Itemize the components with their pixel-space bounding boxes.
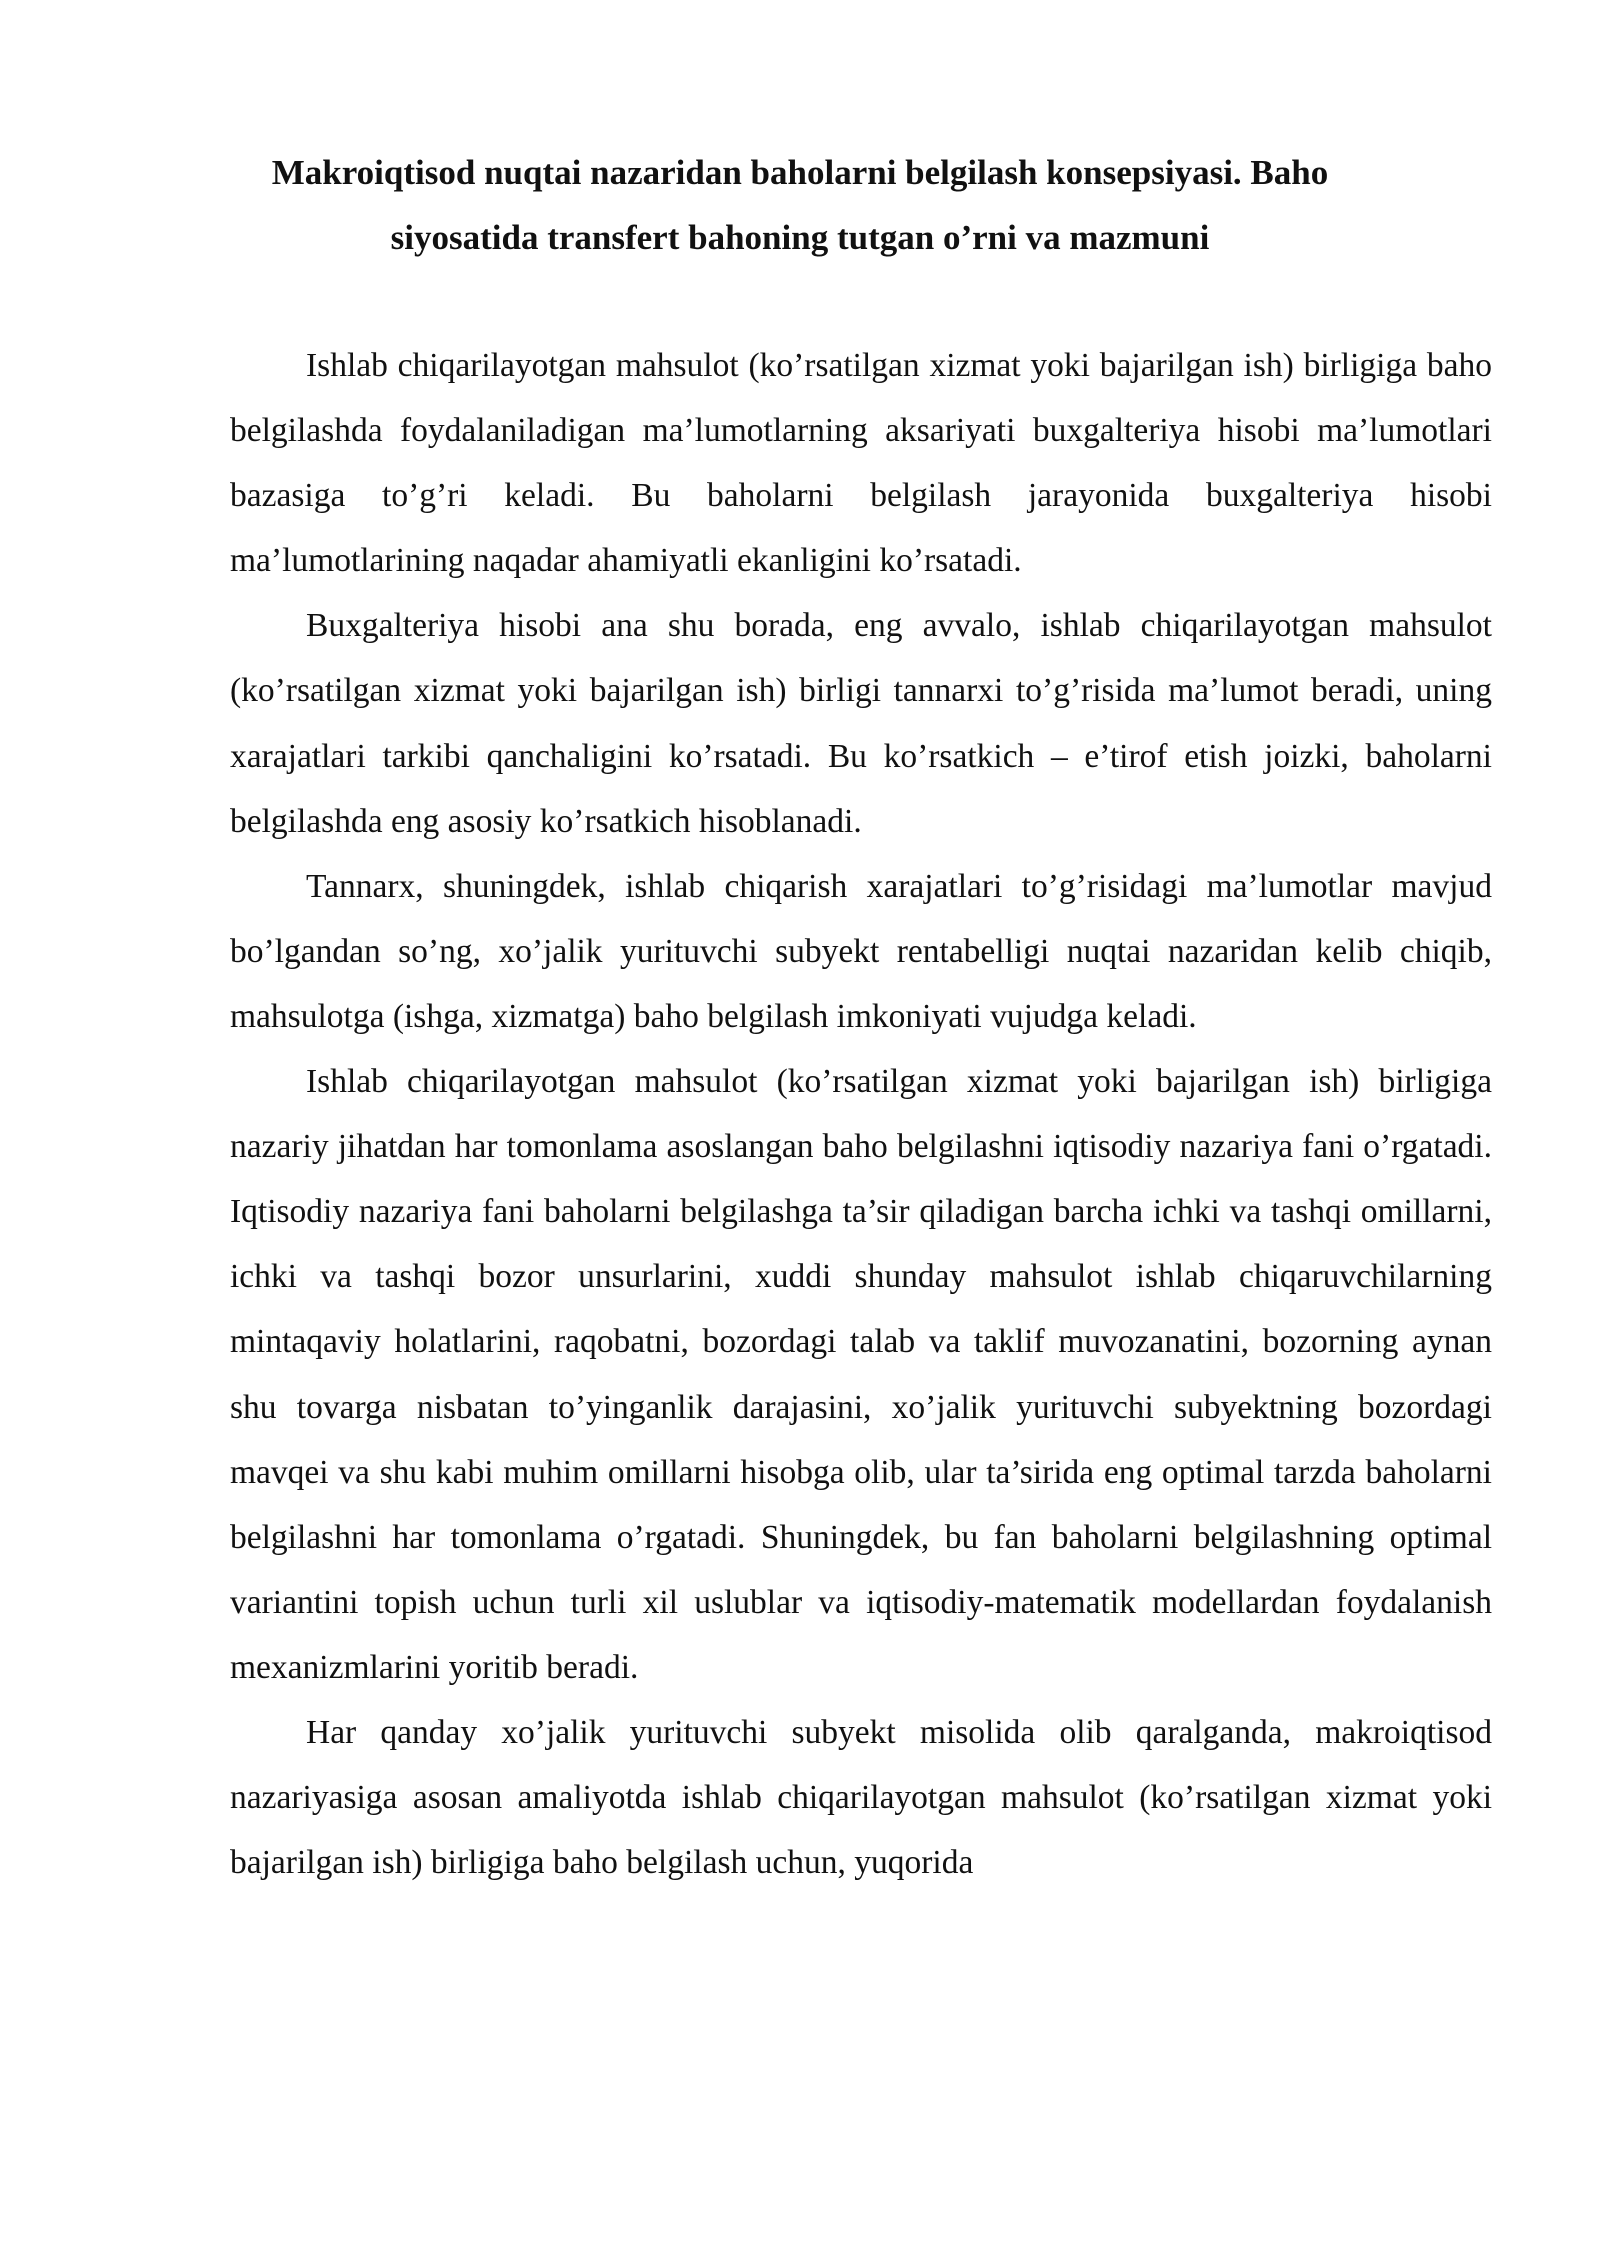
title-line-2: siyosatida transfert bahoning tutgan o’rni va mazmuni	[390, 218, 1210, 257]
paragraph-2: Buxgalteriya hisobi ana shu borada, eng avvalo, ishlab chiqarilayotgan mahsulot (ko’rsatilgan xizmat yoki bajarilgan ish) birligi tannarxi to’g’risida ma’lumot beradi, uning xarajatlari tarkibi qanchaligini ko’rsatadi. Bu ko’rsatkich – e’tirof etish joizki, baholarni belgilashda eng asosiy ko’rsatkich hisoblanadi.	[230, 607, 1492, 840]
paragraph-4: Ishlab chiqarilayotgan mahsulot (ko’rsatilgan xizmat yoki bajarilgan ish) birligiga nazariy jihatdan har tomonlama asoslangan baho belgilashni iqtisodiy nazariya fani o’rgatadi. Iqtisodiy nazariya fani baholarni belgilashga ta’sir qiladigan barcha ichki va tashqi omillarni, ichki va tashqi bozor unsurlarini, xuddi shunday mahsulot ishlab chiqaruvchilarning mintaqaviy holatlarini, raqobatni, bozordagi talab va taklif muvozanatini, bozorning aynan shu tovarga nisbatan to’yinganlik darajasini, xo’jalik yurituvchi subyektning bozordagi mavqei va shu kabi muhim omillarni hisobga olib, ular ta’sirida eng optimal tarzda baholarni belgilashni har tomonlama o’rgatadi. Shuningdek, bu fan baholarni belgilashning optimal variantini topish uchun turli xil uslublar va iqtisodiy-matematik modellardan foydalanish mexanizmlarini yoritib beradi.	[230, 1063, 1492, 1686]
document-body	[230, 333, 1492, 1895]
title-line-1: Makroiqtisod nuqtai nazaridan baholarni belgilash konsepsiyasi. Baho	[271, 153, 1329, 192]
paragraph-1: Ishlab chiqarilayotgan mahsulot (ko’rsatilgan xizmat yoki bajarilgan ish) birligiga baho belgilashda foydalaniladigan ma’lumotlarning aksariyati buxgalteriya hisobi ma’lumotlari bazasiga to’g’ri keladi. Bu baholarni belgilash jarayonida buxgalteriya hisobi ma’lumotlarining naqadar ahamiyatli ekanligini ko’rsatadi.	[230, 347, 1492, 580]
document-title	[230, 140, 1370, 270]
paragraph-5: Har qanday xo’jalik yurituvchi subyekt misolida olib qaralganda, makroiqtisod nazariyasiga asosan amaliyotda ishlab chiqarilayotgan mahsulot (ko’rsatilgan xizmat yoki bajarilgan ish) birligiga baho belgilash uchun, yuqorida	[230, 1713, 1492, 1882]
paragraph-3: Tannarx, shuningdek, ishlab chiqarish xarajatlari to’g’risidagi ma’lumotlar mavjud bo’lgandan so’ng, xo’jalik yurituvchi subyekt rentabelligi nuqtai nazaridan kelib chiqib, mahsulotga (ishga, xizmatga) baho belgilash imkoniyati vujudga keladi.	[230, 867, 1492, 1035]
